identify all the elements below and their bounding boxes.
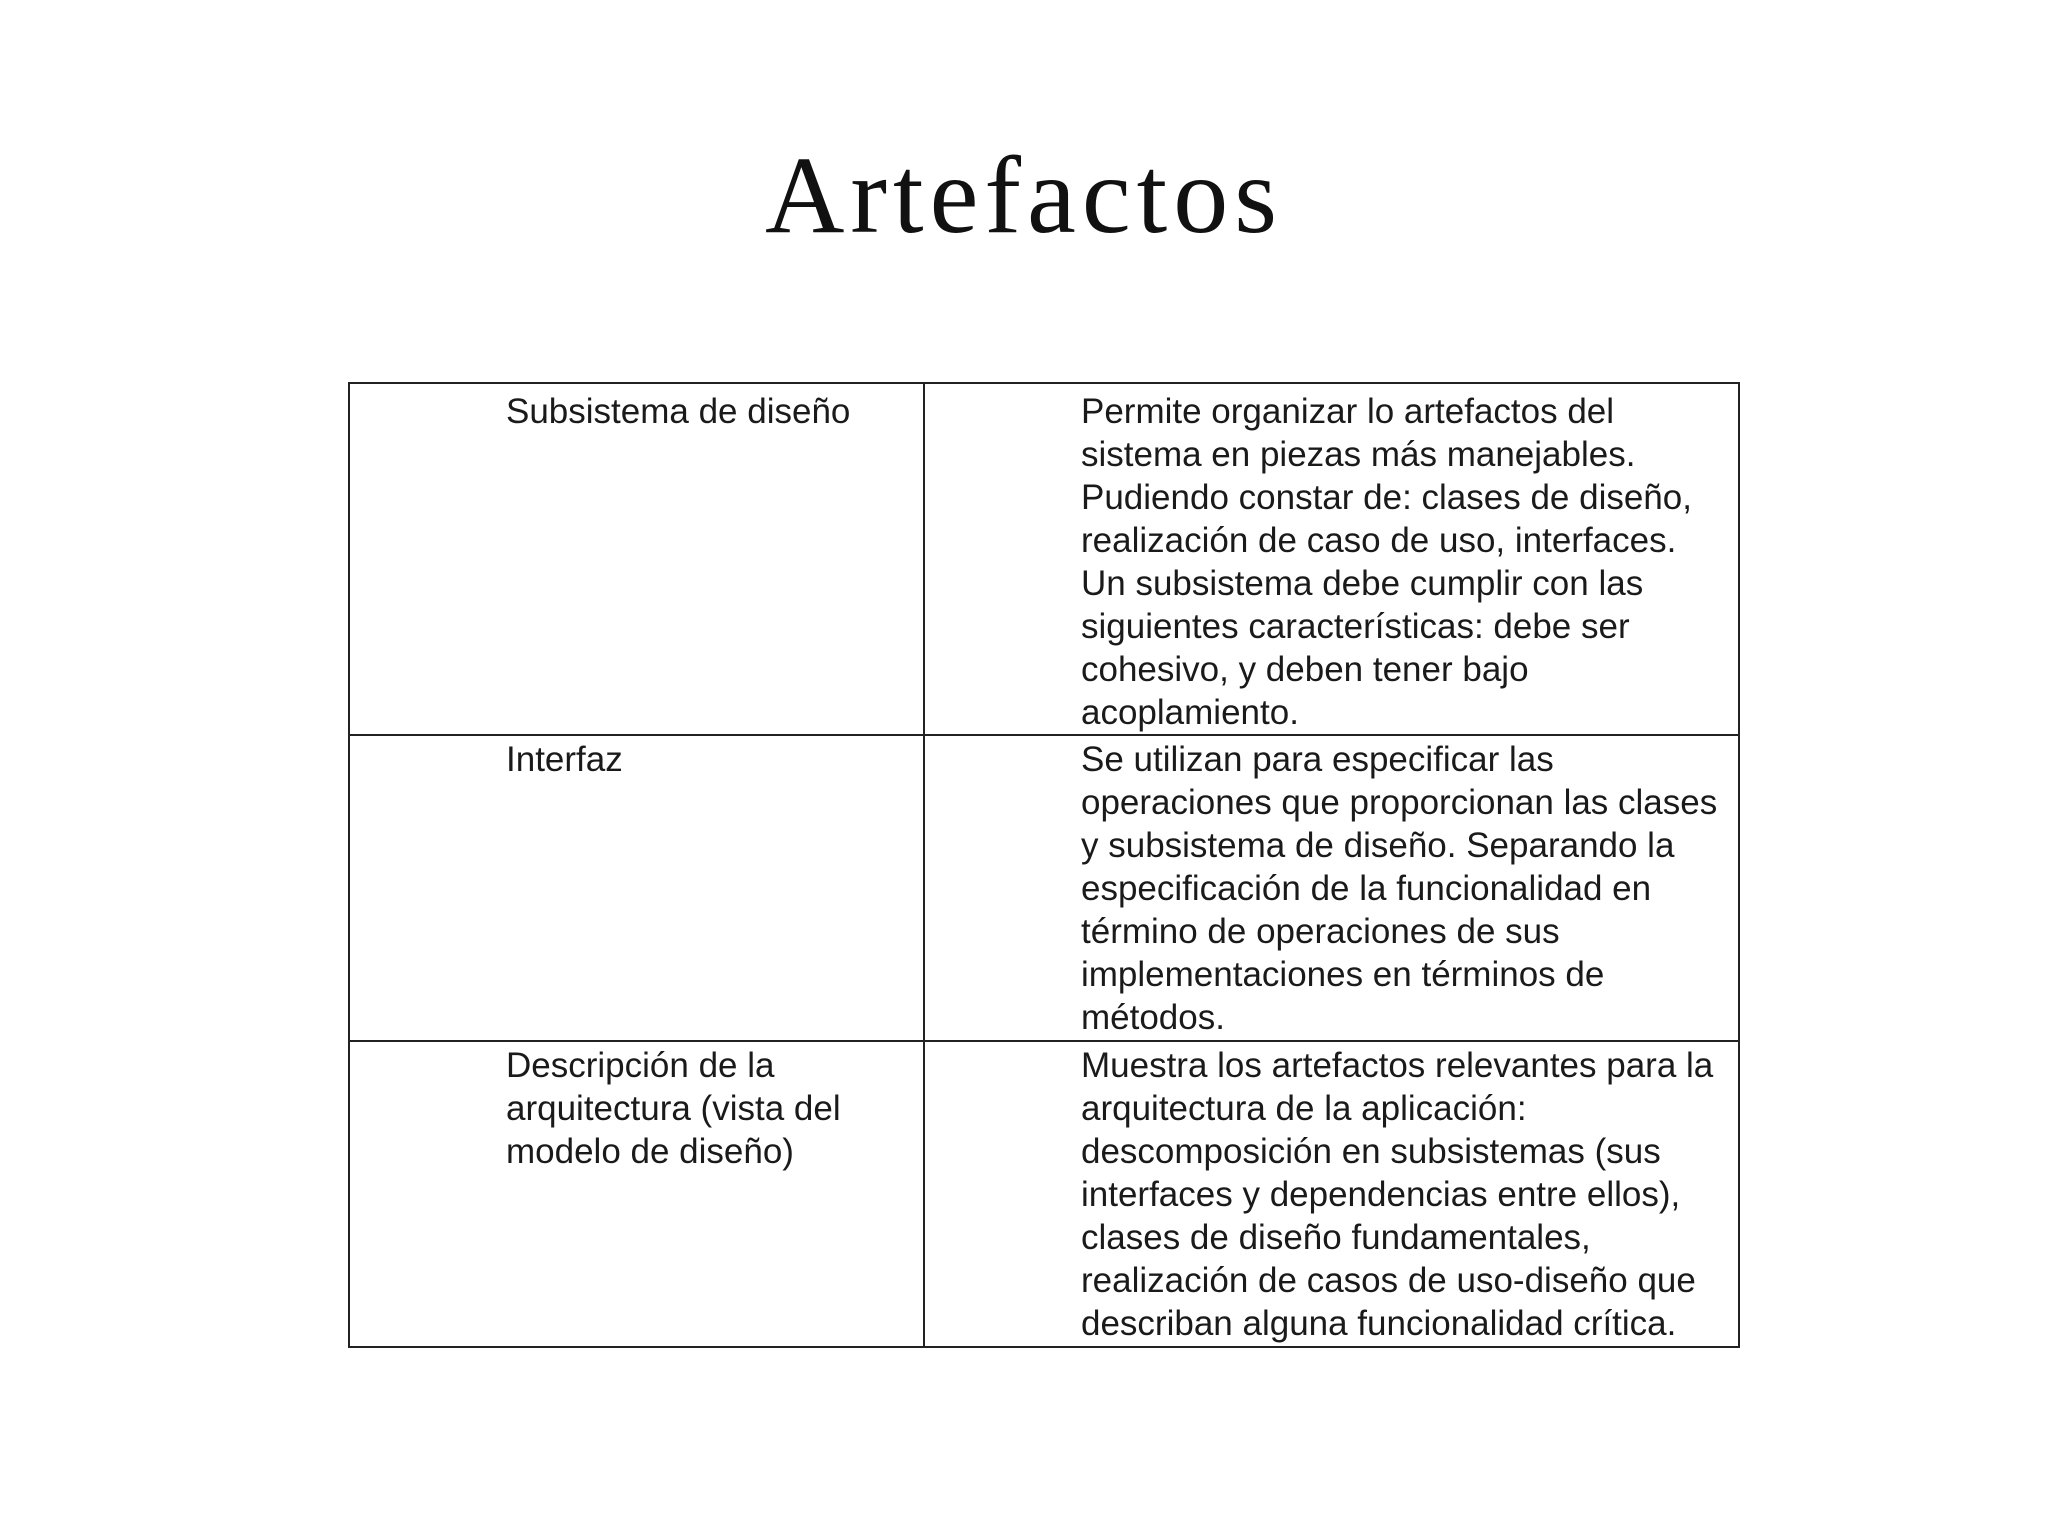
artifact-description: Se utilizan para especificar las operaciones que proporcionan las clases y subsistema de diseño. Separando la especificación de la funcionalidad en término de operaciones de sus implementaciones en términos de métodos.	[1081, 740, 1718, 1037]
artifact-name-cell	[349, 735, 924, 1041]
artifact-description: Muestra los artefactos relevantes para la arquitectura de la aplicación: descomposición en subsistemas (sus interfaces y dependencias entre ellos), clases de diseño fundamentales, realización de casos de uso-diseño que describan alguna funcionalidad crítica.	[1081, 1046, 1714, 1343]
artifact-description-cell	[924, 1041, 1739, 1347]
artifacts-table	[348, 382, 1740, 1348]
artifact-description-cell-cutoff	[924, 1347, 1739, 1348]
table-row	[349, 383, 1739, 735]
table-row	[349, 735, 1739, 1041]
artifact-description-cell	[924, 735, 1739, 1041]
table-row	[349, 1041, 1739, 1347]
artifact-name: Descripción de la arquitectura (vista del modelo de diseño)	[506, 1046, 841, 1171]
artifact-name-cell-cutoff	[349, 1347, 924, 1348]
artifact-description: Permite organizar lo artefactos del sistema en piezas más manejables. Pudiendo constar de: clases de diseño, realización de caso de uso, interfaces. Un subsistema debe cumplir con las siguientes características: debe ser cohesivo, y deben tener bajo acoplamiento.	[1081, 392, 1692, 732]
artifact-name: Subsistema de diseño	[506, 392, 851, 431]
artifacts-table-container	[348, 376, 1740, 1348]
slide-title: Artefactos	[764, 134, 1284, 256]
artifact-description-cell	[924, 383, 1739, 735]
table-row-truncated	[349, 1347, 1739, 1348]
artifact-name: Interfaz	[506, 740, 623, 779]
artifact-name-cell	[349, 1041, 924, 1347]
artifact-name-cell	[349, 383, 924, 735]
